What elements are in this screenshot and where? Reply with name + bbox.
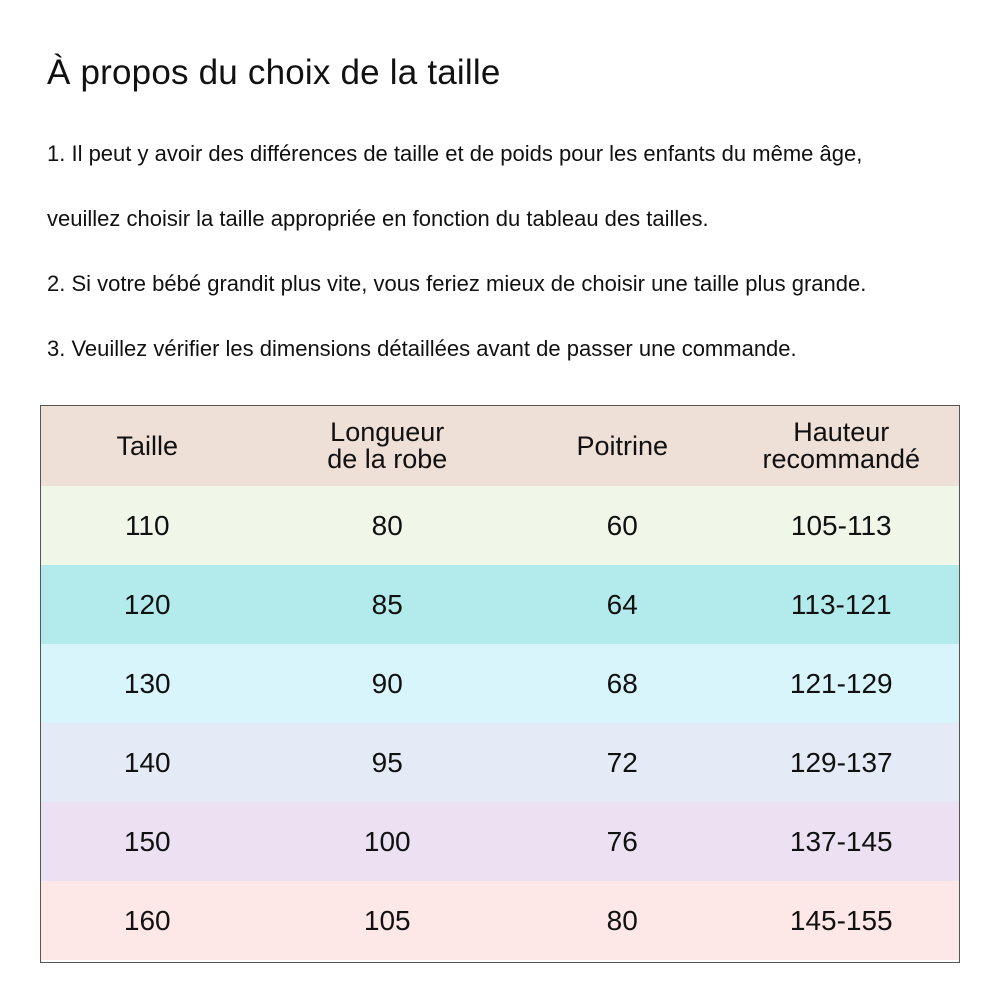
cell-hauteur: 145-155 xyxy=(789,904,893,936)
cell-hauteur: 105-113 xyxy=(790,509,892,541)
header-taille: Taille xyxy=(116,430,179,461)
cell-hauteur: 129-137 xyxy=(789,746,893,778)
cell-taille: 160 xyxy=(123,904,171,936)
cell-hauteur: 137-145 xyxy=(789,825,893,857)
table-row xyxy=(41,644,959,723)
table-row xyxy=(41,802,959,881)
header-longueur-line-1: Longueur xyxy=(330,417,445,447)
cell-taille: 150 xyxy=(123,825,171,857)
cell-taille: 110 xyxy=(124,509,170,541)
cell-longueur: 80 xyxy=(371,509,403,541)
cell-taille: 140 xyxy=(123,746,171,778)
cell-poitrine: 64 xyxy=(606,588,638,620)
table-row xyxy=(41,565,959,644)
table-header-row xyxy=(41,406,959,486)
table-row xyxy=(41,881,959,960)
table-row xyxy=(41,486,959,565)
note-3: 3. Veuillez vérifier les dimensions détaillées avant de passer une commande. xyxy=(47,336,797,361)
header-longueur-line-2: de la robe xyxy=(327,444,448,474)
cell-poitrine: 68 xyxy=(606,667,638,699)
cell-longueur: 90 xyxy=(371,667,403,699)
cell-longueur: 100 xyxy=(363,825,411,857)
size-chart-table xyxy=(40,405,960,963)
cell-longueur: 105 xyxy=(363,904,411,936)
header-hauteur-line-1: Hauteur xyxy=(793,417,890,447)
cell-taille: 130 xyxy=(123,667,171,699)
cell-taille: 120 xyxy=(123,588,171,620)
page-title: À propos du choix de la taille xyxy=(47,53,501,92)
cell-hauteur: 121-129 xyxy=(789,667,893,699)
cell-longueur: 85 xyxy=(371,588,403,620)
header-hauteur-recommande xyxy=(724,406,959,486)
header-poitrine: Poitrine xyxy=(576,430,668,461)
note-1-line-2: veuillez choisir la taille appropriée en fonction du tableau des tailles. xyxy=(47,206,709,231)
cell-poitrine: 72 xyxy=(606,746,638,778)
cell-poitrine: 76 xyxy=(606,825,638,857)
table-row xyxy=(41,723,959,802)
cell-hauteur: 113-121 xyxy=(790,588,892,620)
header-longueur-de-la-robe xyxy=(254,406,521,486)
cell-poitrine: 80 xyxy=(606,904,638,936)
header-hauteur-line-2: recommandé xyxy=(762,444,921,474)
cell-longueur: 95 xyxy=(371,746,403,778)
cell-poitrine: 60 xyxy=(606,509,638,541)
note-2: 2. Si votre bébé grandit plus vite, vous feriez mieux de choisir une taille plus grande. xyxy=(47,271,867,296)
note-1-line-1: 1. Il peut y avoir des différences de taille et de poids pour les enfants du même âge, xyxy=(47,141,863,166)
